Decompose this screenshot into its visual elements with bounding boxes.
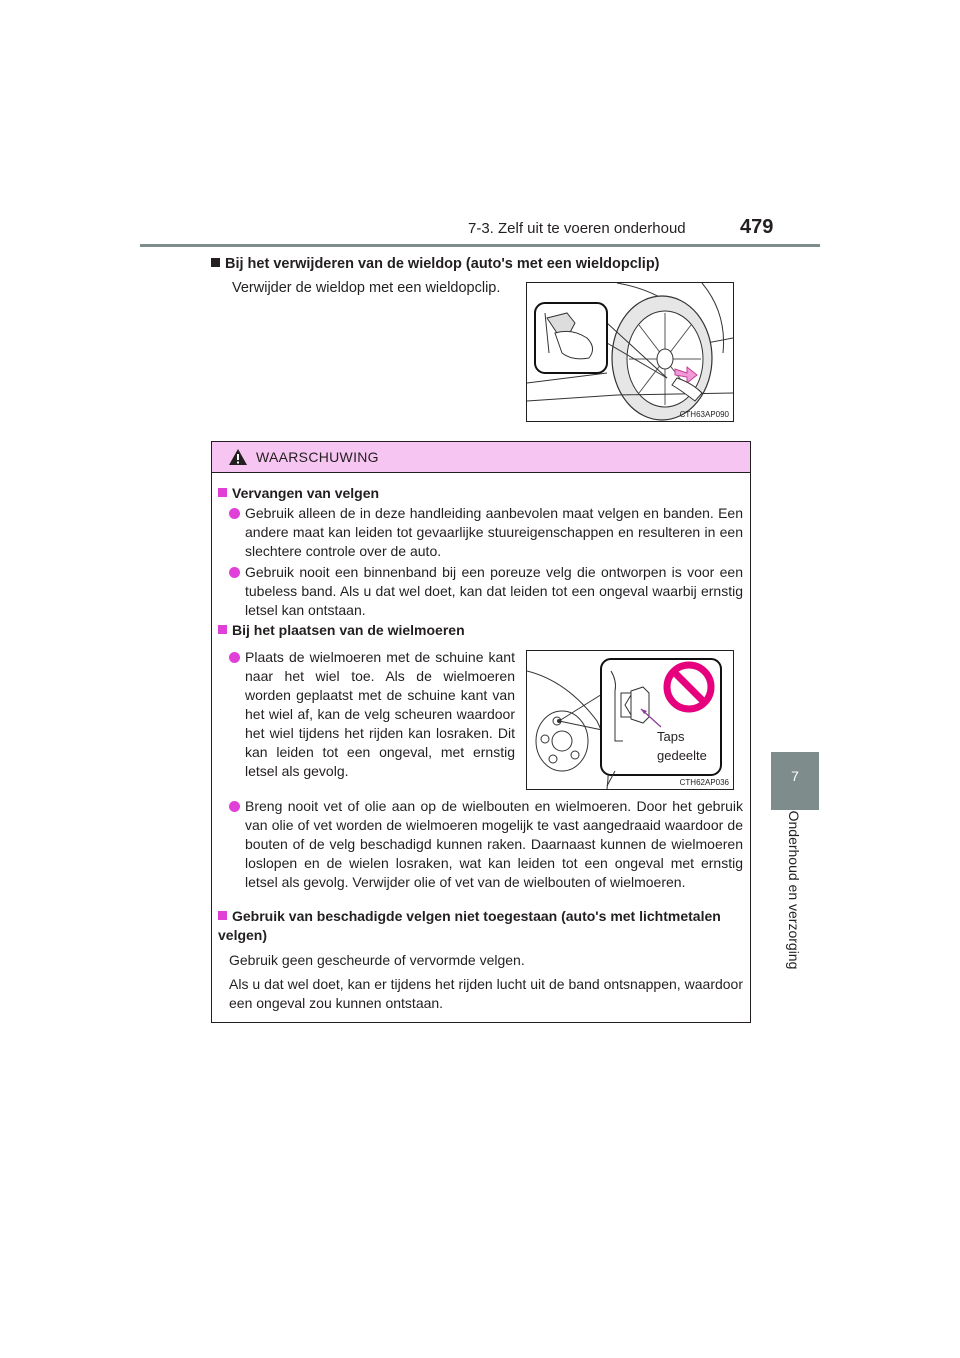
warning-title: WAARSCHUWING bbox=[256, 449, 379, 465]
bullet-dot-icon bbox=[229, 508, 240, 519]
warning-subtitle-text: Gebruik van beschadigde velgen niet toegestaan (auto's met lichtmetalen velgen) bbox=[218, 908, 721, 943]
taper-label-line1: Taps bbox=[657, 729, 685, 744]
bullet-dot-icon bbox=[229, 801, 240, 812]
running-header-section: 7-3. Zelf uit te voeren onderhoud bbox=[468, 220, 686, 237]
page-number: 479 bbox=[740, 216, 774, 238]
warning-triangle-icon bbox=[228, 448, 248, 466]
chapter-number: 7 bbox=[791, 768, 799, 784]
warning-subtitle-text: Bij het plaatsen van de wielmoeren bbox=[232, 622, 465, 638]
warning-subtitle-velgen bbox=[218, 485, 379, 501]
wheel-nut-figure bbox=[526, 650, 734, 790]
wheel-cap-clip-illustration bbox=[527, 283, 733, 421]
section-square-icon bbox=[218, 911, 227, 920]
section-title-wieldop bbox=[211, 256, 660, 272]
section-square-icon bbox=[211, 258, 220, 267]
warning-subtitle-wielmoeren bbox=[218, 622, 465, 638]
warning-bullet bbox=[245, 504, 743, 561]
header-rule bbox=[140, 244, 820, 247]
wheel-nut-illustration bbox=[527, 651, 733, 789]
warning-subtitle-text: Vervangen van velgen bbox=[232, 485, 380, 501]
figure-code: CTH63AP090 bbox=[679, 410, 729, 419]
section-title-text: Bij het verwijderen van de wieldop (auto's met een wieldopclip) bbox=[225, 256, 660, 272]
taper-label-line2: gedeelte bbox=[657, 748, 707, 763]
section-square-icon bbox=[218, 488, 227, 497]
bullet-text: Plaats de wielmoeren met de schuine kant naar het wiel toe. Als de wielmoeren worden geplaatst met de schuine kant van het wiel af, kan de velg scheuren waardoor het wiel tijdens het rijden kan losraken. Dit kan leiden tot een ongeval, met ernstig letsel als gevolg. bbox=[245, 649, 515, 779]
taper-label bbox=[657, 727, 707, 765]
bullet-text: Breng nooit vet of olie aan op de wielbouten en wielmoeren. Door het gebruik van olie of vet worden de wielmoeren mogelijk te vast aangedraaid waardoor de bouten of de velg beschadigd kunnen raken. Daarnaast kunnen de wielmoeren loslopen en de wielen losraken, wat kan leiden tot een ongeval met ernstig letsel als gevolg. Verwijder olie of vet van de wielbouten of wielmoeren. bbox=[245, 798, 743, 890]
warning-header bbox=[212, 442, 750, 473]
intro-text: Verwijder de wieldop met een wieldopclip. bbox=[232, 280, 501, 296]
chapter-label: Onderhoud en verzorging bbox=[786, 810, 802, 970]
warning-subtitle-beschadigde-velgen bbox=[218, 907, 744, 945]
warning-paragraph: Als u dat wel doet, kan er tijdens het rijden lucht uit de band ontsnappen, waardoor een ongeval zou kunnen ontstaan. bbox=[229, 976, 743, 1011]
warning-bullet bbox=[245, 648, 515, 781]
warning-bullet bbox=[245, 797, 743, 892]
figure-code: CTH62AP036 bbox=[679, 778, 729, 787]
bullet-text: Gebruik nooit een binnenband bij een poreuze velg die ontworpen is voor een tubeless band. Als u dat wel doet, kan dat leiden tot een ongeval waarbij ernstig letsel kan ontstaan. bbox=[245, 564, 743, 618]
bullet-dot-icon bbox=[229, 567, 240, 578]
warning-paragraph: Gebruik geen gescheurde of vervormde velgen. bbox=[229, 952, 525, 968]
bullet-text: Gebruik alleen de in deze handleiding aanbevolen maat velgen en banden. Een andere maat kan leiden tot gevaarlijke stuureigenschappen en resulteren in een slechtere controle over de auto. bbox=[245, 505, 743, 559]
section-square-icon bbox=[218, 625, 227, 634]
bullet-dot-icon bbox=[229, 652, 240, 663]
wheel-cap-removal-figure bbox=[526, 282, 734, 422]
warning-bullet bbox=[245, 563, 743, 620]
